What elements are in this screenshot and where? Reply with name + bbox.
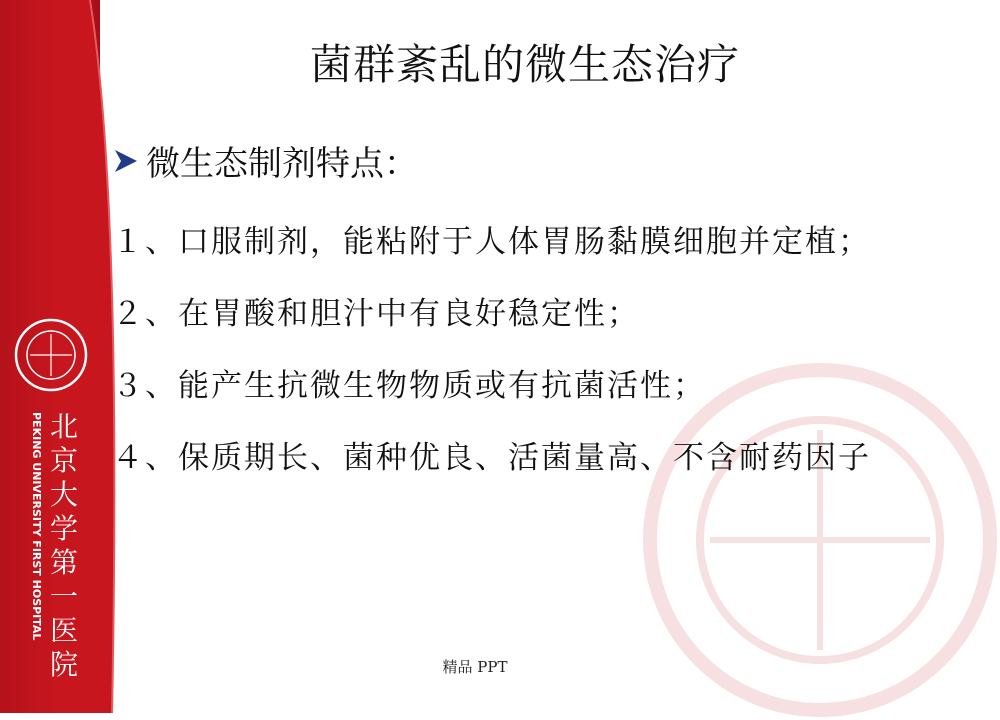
feature-list <box>112 212 902 500</box>
logo-char: 一 <box>49 580 78 613</box>
logo-char: 学 <box>49 512 78 545</box>
logo-char: 院 <box>49 648 78 681</box>
list-item: ２、在胃酸和胆汁中有良好稳定性； <box>112 296 640 332</box>
logo-char: 医 <box>49 614 78 647</box>
list-item: ３、能产生抗微生物物质或有抗菌活性； <box>112 368 706 404</box>
section-heading-label: 微生态制剂特点： <box>146 144 418 184</box>
list-item: ４、保质期长、菌种优良、活菌量高、不含耐药因子 <box>112 440 871 476</box>
chinese-logo-text <box>46 410 82 681</box>
logo-char: 京 <box>49 444 78 477</box>
logo-char: 第 <box>49 546 78 579</box>
english-logo-text <box>18 410 43 641</box>
logo-char: 大 <box>49 478 78 511</box>
slide-title: 菌群紊乱的微生态治疗 <box>309 40 740 89</box>
svg-text:PEKING UNIVERSITY FIRST HOSPIT: PEKING UNIVERSITY FIRST HOSPITAL <box>30 412 43 641</box>
hospital-seal-icon <box>14 318 88 392</box>
arrow-bullet-icon <box>112 147 140 175</box>
section-heading <box>112 136 418 185</box>
list-item: １、口服制剂，能粘附于人体胃肠黏膜细胞并定植； <box>112 224 871 260</box>
logo-char: 北 <box>49 410 78 443</box>
footer-label: 精品 PPT <box>442 658 508 676</box>
